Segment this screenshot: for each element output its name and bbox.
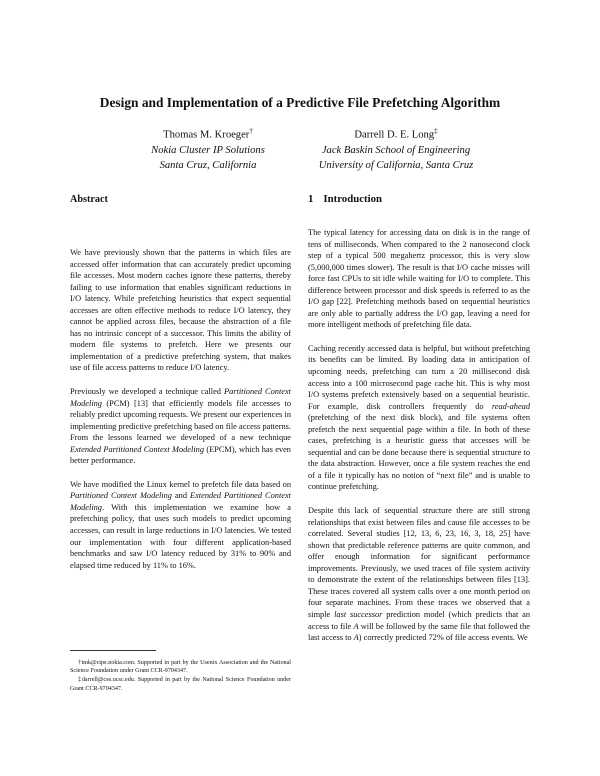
author-location: University of California, Santa Cruz [318, 160, 474, 172]
author-affiliation: Nokia Cluster IP Solutions [151, 144, 265, 156]
footnote-1: †tmk@cipe.nokia.com. Supported in part by the Usenix Association and the National Science Foundation under Grant CCR-9704347. [70, 660, 291, 675]
introduction-body [308, 227, 530, 656]
author-name: Darrell D. E. Long‡ [354, 127, 438, 141]
abstract-paragraph-1: We have previously shown that the patterns in which files are accessed offer information that can accurately predict upcoming file accesses. Most modern caches ignore these patterns, thereby failing to use information that enables significant reductions in I/O latency. While prefetching heuristics that expect sequential accesses are often effective methods to reduce I/O latency, they cannot be applied across files, because the abstraction of a file has no intrinsic concept of a successor. This limits the ability of modern file systems to prefetch. Here we presents our implementation of a predictive prefetching system, that makes use of file access patterns to reduce I/O latency. [70, 248, 291, 373]
section-title: Introduction [323, 193, 383, 205]
intro-paragraph-3: Despite this lack of sequential structure there are still strong relationships that exist between files and cause file accesses to be correlated. Several studies [12, 13, 6, 23, 16, 3, 18, 25] have shown that predictable reference patterns are quite common, and offer enough information for significant performance improvements. Previously, we used traces of file system activity to demonstrate the extent of the relationships between files [13]. These traces covered all system calls over a one month period on four separate machines. From these traces we observed that a simple last successor prediction model (which predicts that an access to file A will be followed by the same file that followed the last access to A) correctly predicted 72% of file access events. We [308, 506, 530, 643]
intro-paragraph-2: Caching recently accessed data is helpful, but without prefetching its benefits can be limited. By loading data in anticipation of upcoming needs, prefetching can turn a 20 millisecond disk access into a 100 microsecond page cache hit. This is why most I/O systems prefetch extensively based on a sequential heuristic. For example, disk controllers frequently do read-ahead (prefetching of the next disk block), and file systems often prefetch the next sequential page within a file. In both of these cases, prefetching is a heuristic guess that accesses will be sequential and can be done because there is sequential structure to the data abstraction. However, once a file system reaches the end of a file it typically has no notion of “next file” and is unable to continue prefetching. [308, 343, 530, 492]
abstract-body [70, 247, 291, 583]
abstract-paragraph-3: We have modified the Linux kernel to prefetch file data based on Partitioned Context Modeling and Extended Partitioned Context Modeling. With this implementation we examine how a prefetching policy, that uses such models to predict upcoming accesses, can result in large reductions in I/O latencies. We tested our implementation with four different application-based benchmarks and saw I/O latency reduced by 31% to 90% and elapsed time reduced by 11% to 16%. [70, 479, 291, 570]
section-number: 1 [308, 193, 314, 205]
author-name: Thomas M. Kroeger† [163, 127, 253, 141]
footnote-rule [70, 650, 156, 651]
author-block-long [286, 124, 506, 174]
author-affiliation: Jack Baskin School of Engineering [321, 144, 471, 156]
abstract-paragraph-2: Previously we developed a technique called Partitioned Context Modeling (PCM) [13] that efficiently models file accesses to reliably predict upcoming requests. We present our experiences in implementing predictive prefetching based on file access patterns. From the lessons learned we developed of a new technique Extended Partitioned Context Modeling (EPCM), which has even better performance. [70, 387, 291, 466]
introduction-heading [308, 193, 382, 205]
author-location: Santa Cruz, California [159, 160, 257, 172]
footnote-2: ‡darrell@cse.ucsc.edu. Supported in part by the National Science Foundation under Grant CCR-9704347. [70, 677, 291, 692]
footnotes [70, 659, 291, 694]
paper-title: Design and Implementation of a Predictive File Prefetching Algorithm [99, 95, 501, 110]
intro-paragraph-1: The typical latency for accessing data on disk is in the range of tens of milliseconds. When compared to the 2 nanosecond clock step of a typical 500 megahertz processor, this is very slow (5,000,000 times slower). The result is that I/O cache misses will force fast CPUs to sit idle while waiting for I/O to complete. This difference between processor and disk speeds is referred to as the I/O gap [22]. Prefetching methods based on sequential heuristics are only able to partially address the I/O gap, leaving a need for more intelligent methods of prefetching file data. [308, 228, 530, 330]
abstract-heading: Abstract [70, 194, 108, 205]
author-block-kroeger [98, 124, 318, 174]
